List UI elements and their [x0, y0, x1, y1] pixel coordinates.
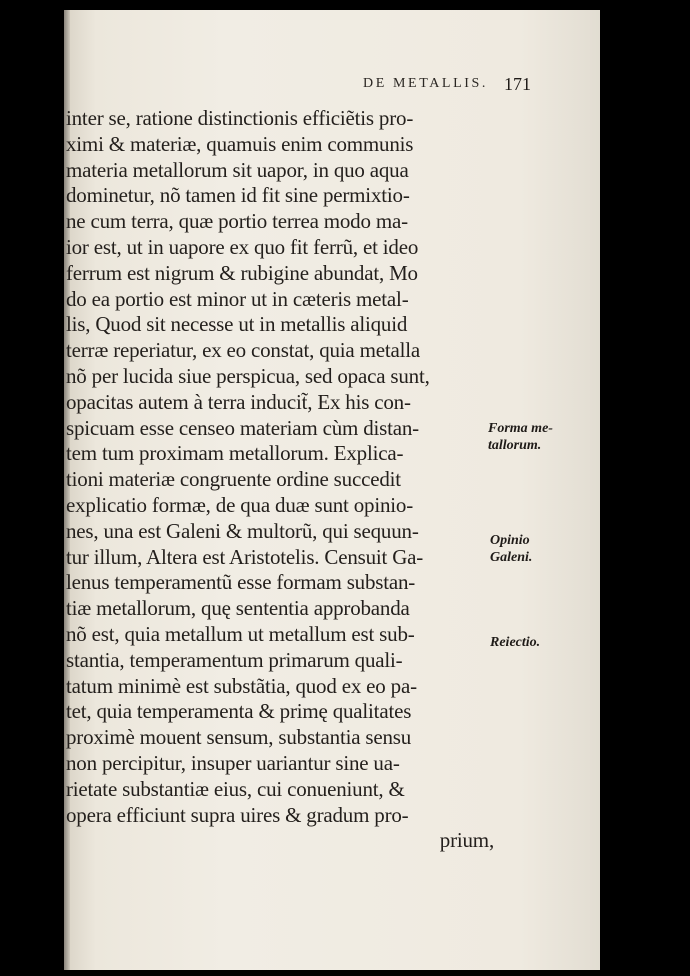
text-line: non percipitur, insuper uariantur sine ua- — [66, 750, 400, 775]
text-line: materia metallorum sit uapor, in quo aqua — [66, 157, 409, 182]
text-line: dominetur, nõ tamen id fit sine permixtio- — [66, 183, 410, 208]
page-number: 171 — [504, 74, 531, 94]
text-line: nes, una est Galeni & multorũ, qui sequun- — [66, 518, 419, 543]
text-line: terræ reperiatur, ex eo constat, quia metalla — [66, 338, 420, 363]
text-line: tatum minimè est substãtia, quod ex eo pa- — [66, 673, 417, 698]
text-line: lenus temperamentũ esse formam substan- — [66, 570, 416, 595]
margin-note-line: Galeni. — [490, 550, 533, 565]
text-line: tet, quia temperamenta & primę qualitates — [66, 699, 412, 724]
margin-note-line: Opinio — [490, 533, 530, 548]
margin-note-reiectio — [490, 634, 540, 651]
text-line: ior est, ut in uapore ex quo fit ferrũ, et ideo — [66, 234, 419, 259]
text-line: ximi & materiæ, quamuis enim communis — [66, 131, 414, 156]
text-line: nõ est, quia metallum ut metallum est sub- — [66, 621, 415, 646]
text-line: proximè mouent sensum, substantia sensu — [66, 725, 412, 750]
text-line: stantia, temperamentum primarum quali- — [66, 647, 403, 672]
margin-note-line: Forma me- — [488, 421, 553, 436]
margin-note-line: tallorum. — [488, 438, 542, 453]
text-line: lis, Quod sit necesse ut in metallis aliquid — [66, 312, 408, 337]
text-line: tioni materiæ congruente ordine succedit — [66, 467, 401, 492]
text-line: inter se, ratione distinctionis efficiẽtis pro- — [66, 106, 414, 130]
text-line: nõ per lucida siue perspicua, sed opaca sunt, — [66, 363, 430, 388]
catchword-line: prium, — [439, 828, 494, 853]
body-text — [66, 106, 494, 854]
text-line: opacitas autem à terra inducit̃, Ex his con- — [66, 389, 411, 414]
margin-note-opinio — [490, 532, 532, 566]
text-line: tem tum proximam metallorum. Explica- — [66, 441, 404, 466]
text-line: tur illum, Altera est Aristotelis. Censuit Ga- — [66, 544, 424, 569]
margin-note-forma — [488, 420, 553, 454]
text-line: rietate substantiæ eius, cui conueniunt, & — [66, 776, 405, 801]
text-line: spicuam esse censeo materiam cùm distan- — [66, 415, 419, 440]
text-line: ferrum est nigrum & rubigine abundat, Mo — [66, 260, 418, 285]
text-line: opera efficiunt supra uires & gradum pro- — [66, 802, 409, 827]
text-line: ne cum terra, quæ portio terrea modo ma- — [66, 209, 408, 234]
running-head: DE METALLIS. — [363, 76, 488, 91]
margin-note-line: Reiectio. — [490, 635, 541, 650]
text-line: do ea portio est minor ut in cæteris metal- — [66, 286, 409, 311]
book-page — [64, 10, 600, 970]
text-line: explicatio formæ, de qua duæ sunt opinio- — [66, 492, 413, 517]
text-line: tiæ metallorum, quę sententia approbanda — [66, 596, 410, 621]
